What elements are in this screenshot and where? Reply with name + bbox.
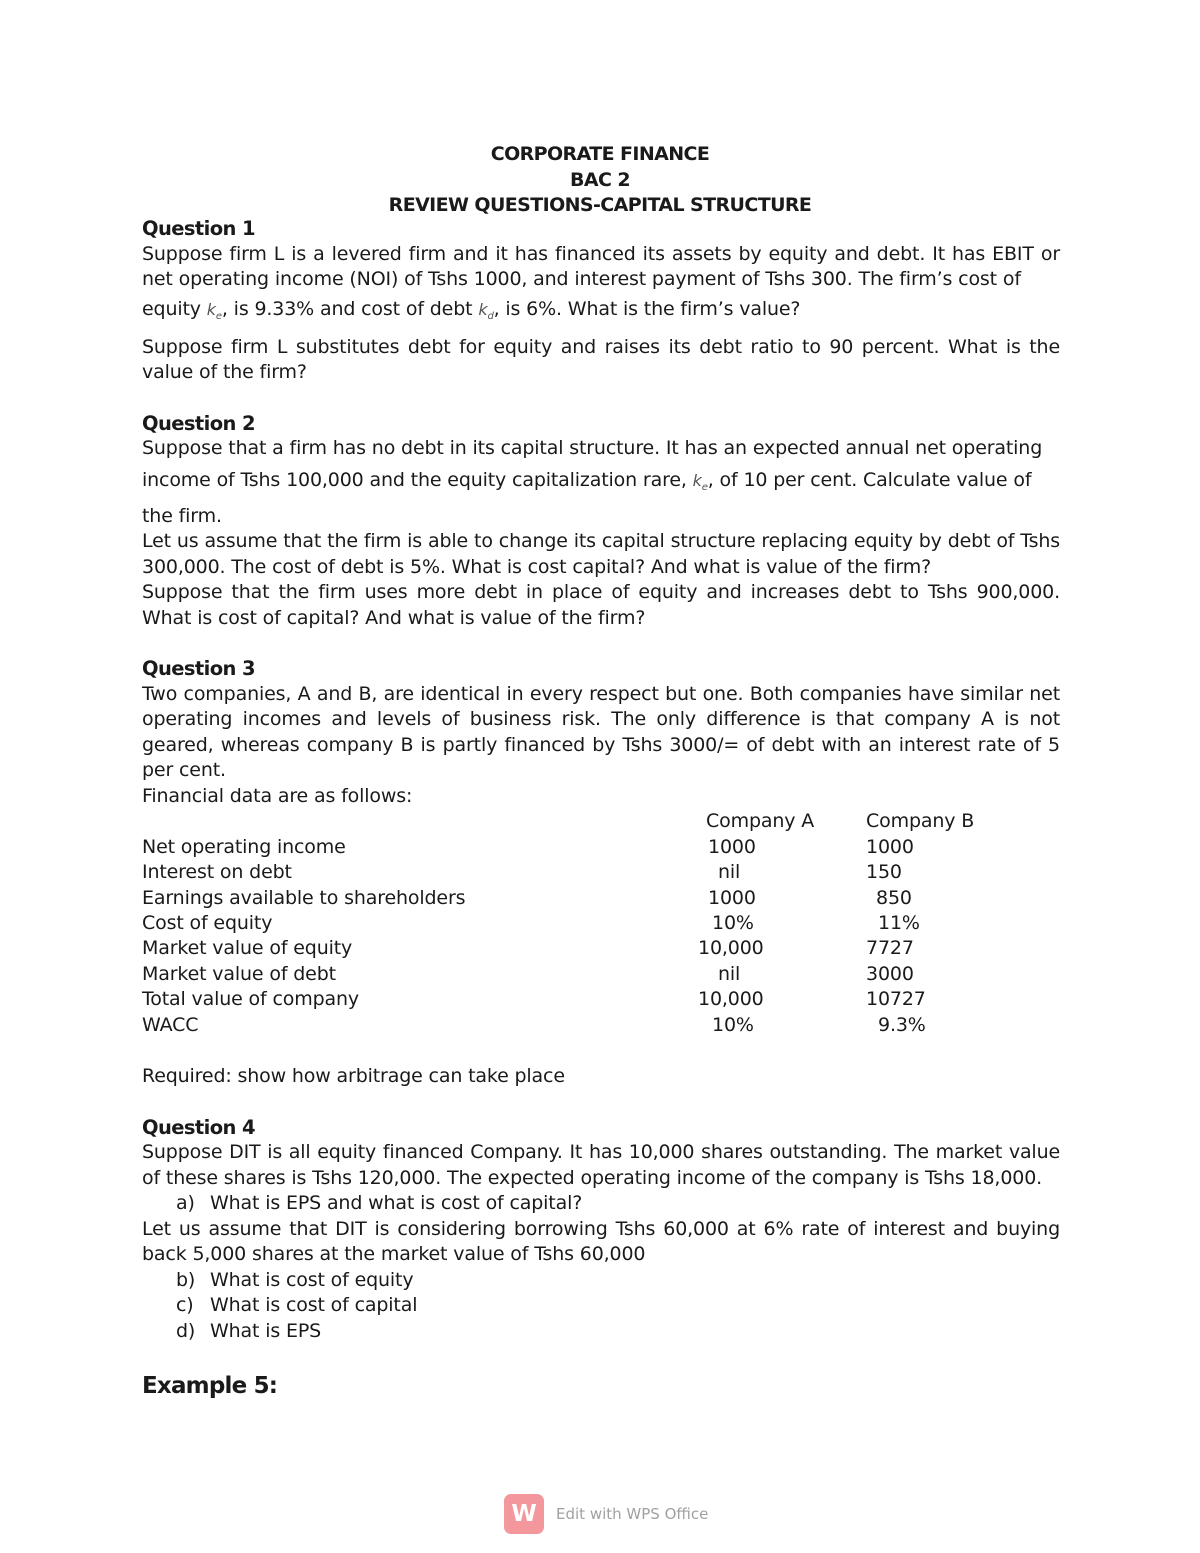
question-2-paragraph-1b: income of Tshs 100,000 and the equity capitalization rare, $k_e$, of 10 per cent. Calculate value of (142, 468, 1032, 493)
table-row: WACC 10% 9.3% (142, 1013, 926, 1036)
question-1-paragraph-1-cont: equity $k_e$, is 9.33% and cost of debt $k_d$, is 6%. What is the firm’s value? (142, 297, 801, 322)
wps-logo-icon: W (504, 1494, 544, 1534)
table-row: Interest on debt nil 150 (142, 861, 902, 884)
list-item: b) What is cost of equity (176, 1268, 414, 1291)
question-4-paragraph-2: Let us assume that DIT is considering borrowing Tshs 60,000 at 6% rate of interest and buying back 5,000 shares at the market value of Tshs 60,000 (142, 1217, 1060, 1266)
question-3-paragraph-2: Financial data are as follows: (142, 784, 413, 807)
table-row: Earnings available to shareholders 1000 850 (142, 886, 912, 909)
question-1-paragraph-1: Suppose firm L is a levered firm and it has financed its assets by equity and debt. It has EBIT or net operating income (NOI) of Tshs 1000, and interest payment of Tshs 300. The firm’s cost of (142, 242, 1060, 290)
question-2-paragraph-2: Let us assume that the firm is able to change its capital structure replacing equity by debt of Tshs 300,000. The cost of debt is 5%. What is cost capital? And what is value of the firm? (142, 530, 1060, 578)
document-header (0, 142, 1200, 219)
document-body (142, 216, 1060, 1400)
question-2-paragraph-1a: Suppose that a firm has no debt in its capital structure. It has an expected annual net operating (142, 437, 1043, 460)
table-row: Market value of debt nil 3000 (142, 962, 914, 985)
question-2-paragraph-3: Suppose that the firm uses more debt in place of equity and increases debt to Tshs 900,000. What is cost of capital? And what is value of the firm? (142, 581, 1060, 629)
question-3-required: Required: show how arbitrage can take place (142, 1065, 565, 1088)
example-5-heading: Example 5: (142, 1373, 278, 1400)
question-4-paragraph-1: Suppose DIT is all equity financed Company. It has 10,000 shares outstanding. The market value of these shares is Tshs 120,000. The expected operating income of the company is Tshs 18,000. (142, 1141, 1060, 1189)
course-title: CORPORATE FINANCE (490, 143, 710, 165)
question-4-list-a (176, 1191, 1060, 1217)
equity-capitalization-symbol: $k_e$ (692, 470, 708, 493)
cost-of-debt-symbol: $k_d$ (478, 299, 494, 322)
list-item: d) What is EPS (176, 1319, 322, 1342)
course-code: BAC 2 (570, 168, 630, 191)
question-1-paragraph-2: Suppose firm L substitutes debt for equity and raises its debt ratio to 90 percent. What is the value of the firm? (142, 335, 1060, 384)
document-title: REVIEW QUESTIONS-CAPITAL STRUCTURE (388, 194, 812, 216)
question-3-heading: Question 3 (142, 657, 255, 681)
table-row: Net operating income 1000 1000 (142, 835, 914, 858)
table-row: Cost of equity 10% 11% (142, 912, 920, 934)
column-header-company-b: Company B (866, 810, 975, 833)
table-row: Total value of company 10,000 10727 (142, 988, 926, 1011)
question-1-heading: Question 1 (142, 217, 255, 240)
cost-of-equity-symbol: $k_e$ (206, 299, 222, 322)
financial-data-table (142, 809, 1038, 1038)
question-3-paragraph-1: Two companies, A and B, are identical in every respect but one. Both companies have similar net operating incomes and levels of business risk. The only difference is that company A is not geared, whereas company B is partly financed by Tshs 3000/= of debt with an interest rate of 5 per cent. (142, 682, 1060, 782)
wps-watermark-text: Edit with WPS Office (556, 1505, 709, 1523)
list-item: a) What is EPS and what is cost of capital? (176, 1192, 583, 1215)
table-header-row (142, 809, 1038, 834)
column-header-company-a: Company A (706, 810, 815, 833)
question-2-paragraph-1c: the firm. (142, 504, 222, 527)
question-4-heading: Question 4 (142, 1115, 255, 1139)
table-row: Market value of equity 10,000 7727 (142, 937, 914, 960)
question-4-list-bcd (176, 1268, 1060, 1345)
wps-watermark (504, 1492, 708, 1536)
question-2-heading: Question 2 (142, 411, 255, 435)
list-item: c) What is cost of capital (176, 1294, 418, 1317)
